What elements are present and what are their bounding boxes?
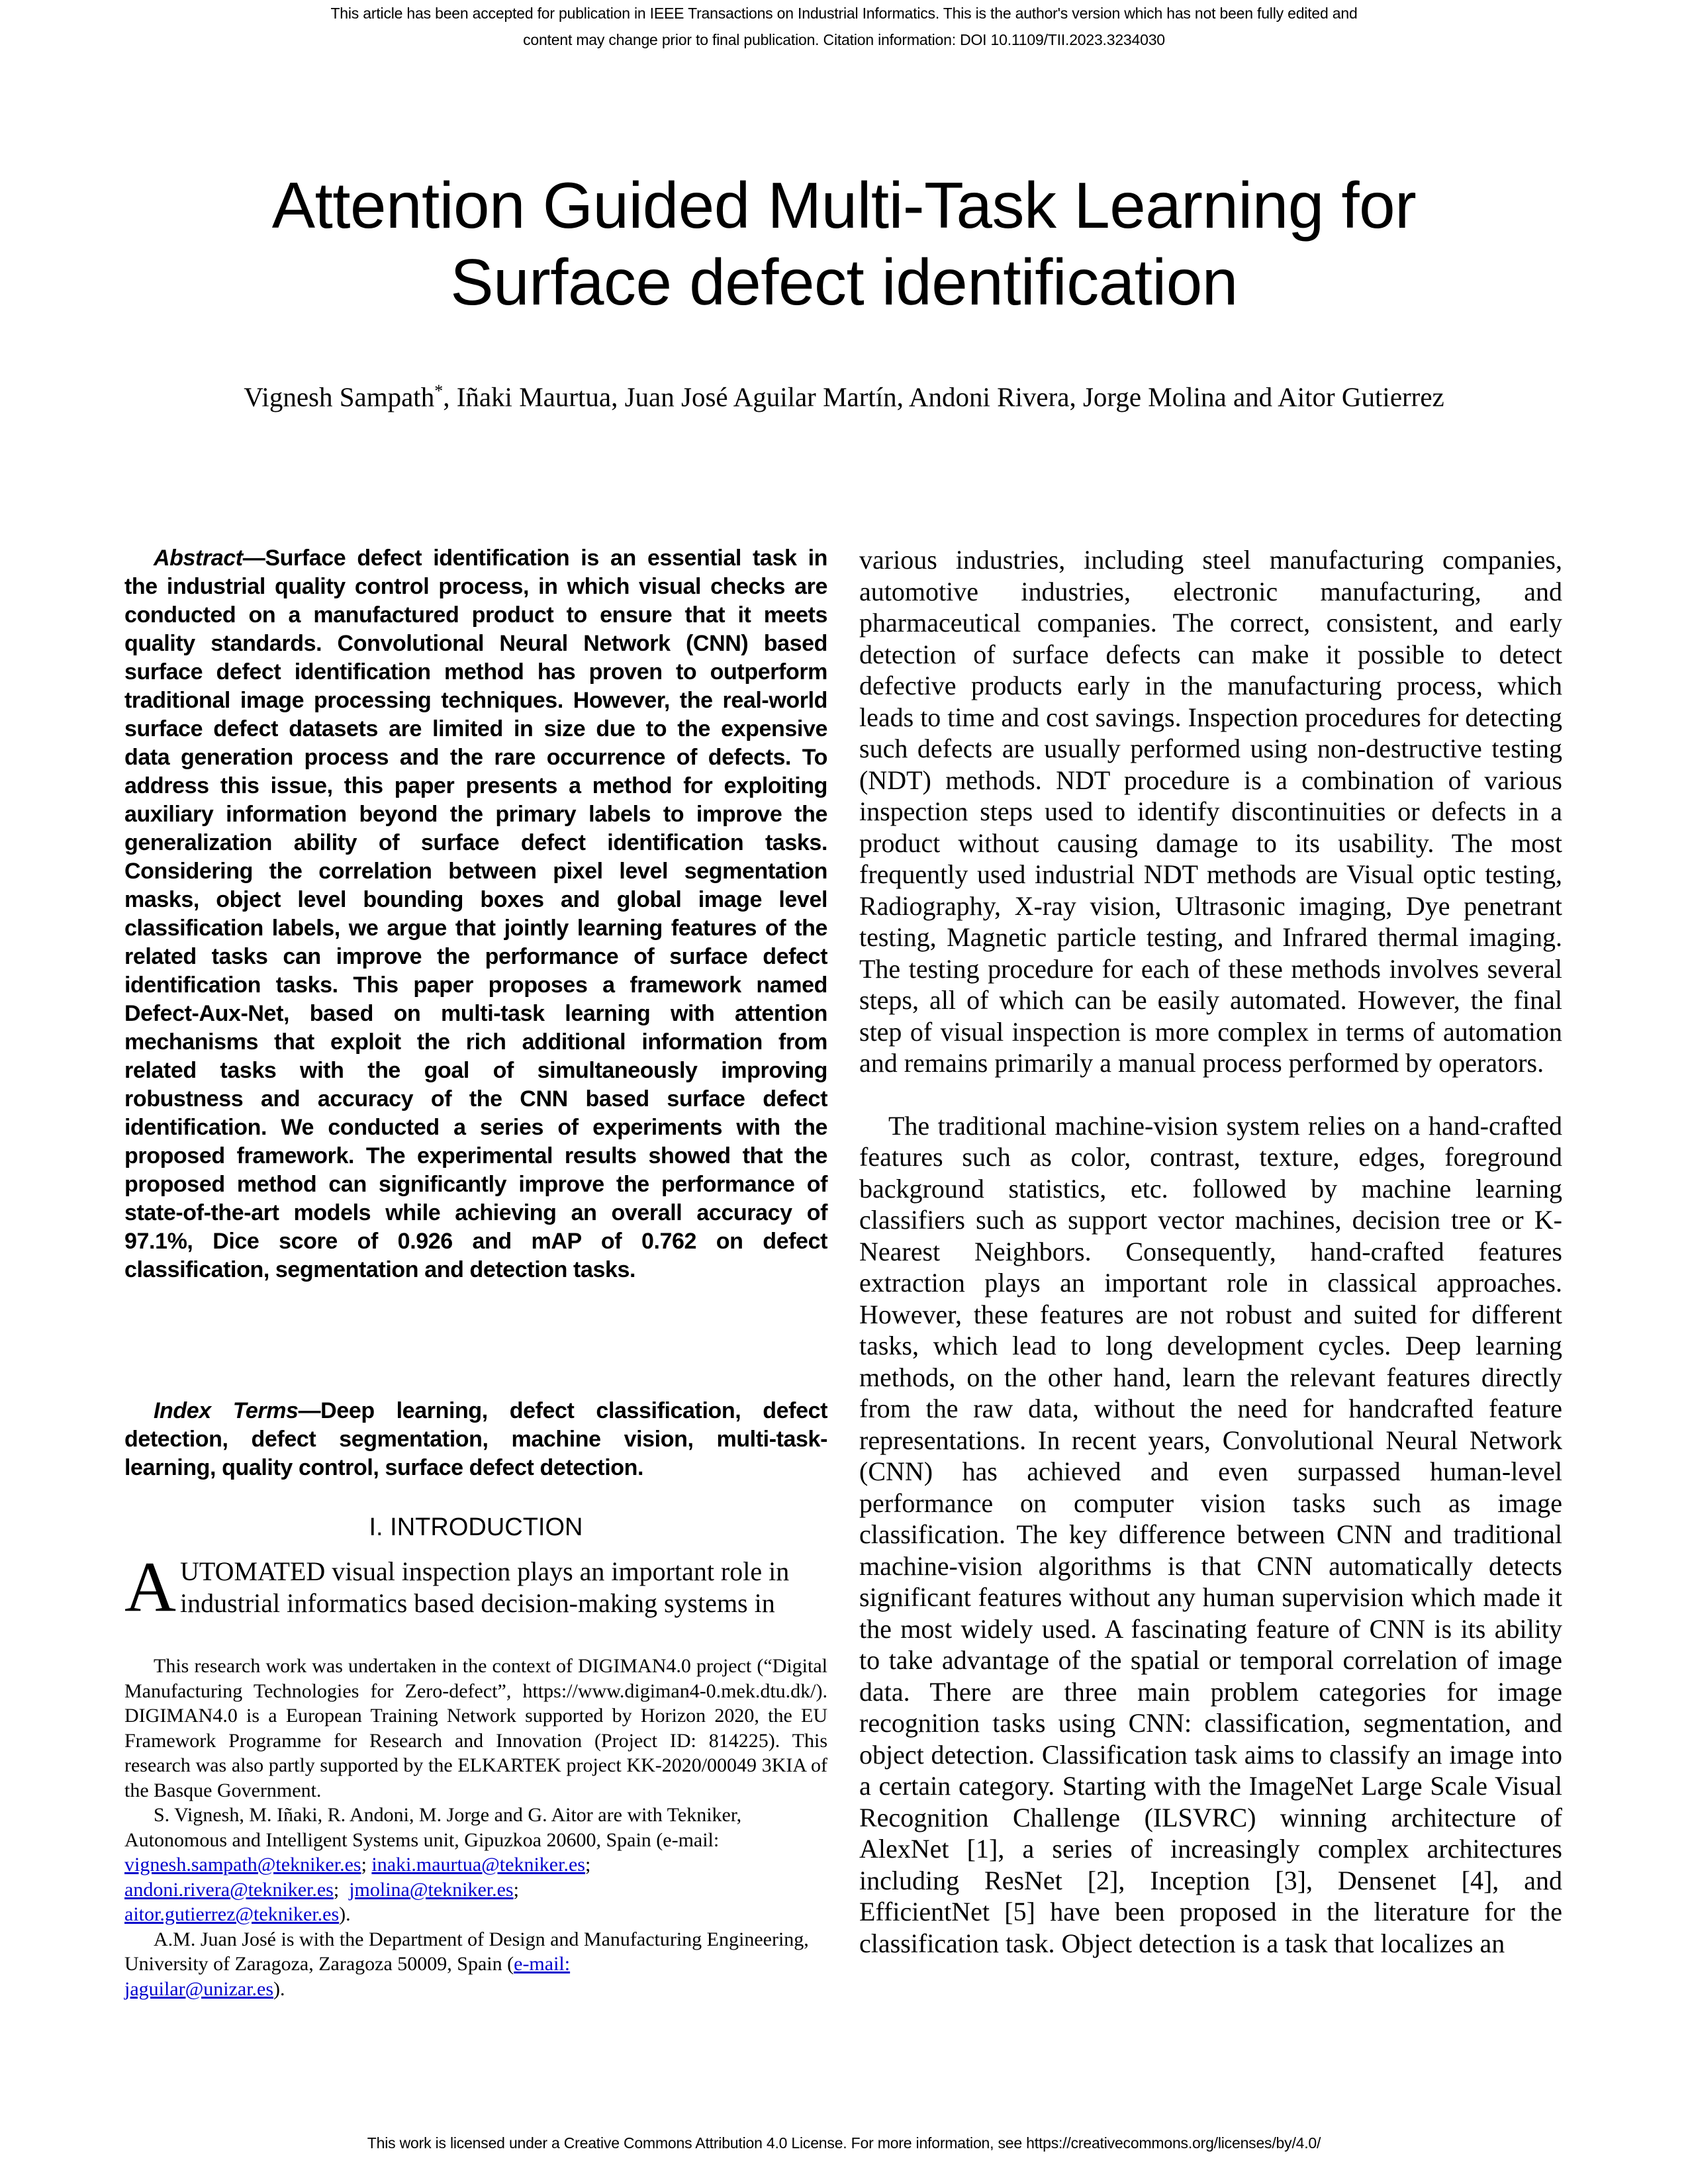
affiliation-note-1: S. Vignesh, M. Iñaki, R. Andoni, M. Jorge and G. Aitor are with Tekniker, Autonomous and Intelligent Systems unit, Gipuzkoa 20600, Spain (e-mail: vignesh.sampath@tekniker.es; inaki.maurtua@tekniker.es; andoni.rivera@tekniker.es; jmolina@tekniker.es; aitor.gutierrez@tekniker.es). <box>124 1804 742 1925</box>
abstract-text: Surface defect identification is an essential task in the industrial quality control process, in which visual checks are conducted on a manufactured product to ensure that it meets quality standards. Convolutional Neural Network (CNN) based surface defect identification method has proven to outperform traditional image processing techniques. However, the real-world surface defect datasets are limited in size due to the expensive data generation process and the rare occurrence of defects. To address this issue, this paper presents a method for exploiting auxiliary information beyond the primary labels to improve the generalization ability of surface defect identification tasks. Considering the correlation between pixel level segmentation masks, object level bounding boxes and global image level classification labels, we argue that jointly learning features of the related tasks can improve the performance of surface defect identification tasks. This paper proposes a framework named Defect-Aux-Net, based on multi-task learning with attention mechanisms that exploit the rich additional information from related tasks with the goal of simultaneously improving robustness and accuracy of the CNN based surface defect identification. We conducted a series of experiments with the proposed framework. The experimental results showed that the proposed method can significantly improve the performance of state-of-the-art models while achieving an overall accuracy of 97.1%, Dice score of 0.926 and mAP of 0.762 on defect classification, segmentation and detection tasks. <box>124 546 827 1282</box>
abstract-dash: — <box>242 546 265 571</box>
body-paragraph-2: The traditional machine-vision system relies on a hand-crafted features such as color, contrast, texture, edges, foreground background statistics, etc. followed by machine learning classifiers such as support vector machines, decision tree or K-Nearest Neighbors. Consequently, hand-crafted features extraction plays an important role in classical approaches. However, these features are not robust and suited for different tasks, which lead to long development cycles. Deep learning methods, on the other hand, learn the relevant features directly from the raw data, without the need for handcrafted feature representations. In recent years, Convolutional Neural Network (CNN) has achieved and even surpassed human-level performance on computer vision tasks such as image classification. The key difference between CNN and traditional machine-vision algorithms is that CNN automatically detects significant features without any human supervision which made it the most widely used. A fascinating feature of CNN is its ability to take advantage of the spatial or temporal correlation of image data. There are three main problem categories for image recognition tasks using CNN: classification, segmentation, and object detection. Classification task aims to classify an image into a certain category. Starting with the ImageNet Large Scale Visual Recognition Challenge (ILSVRC) winning architecture of AlexNet [1], a series of increasingly complex architectures including ResNet [2], Inception [3], Densenet [4], and EfficientNet [5] have been proposed in the literature for the classification task. Object detection is a task that localizes an <box>859 1110 1562 1958</box>
banner-line-1: This article has been accepted for publication in IEEE Transactions on Industrial Informatics. This is the author's version which has not been fully edited and <box>330 5 1358 22</box>
email-link-jaguilar[interactable]: jaguilar@unizar.es <box>124 1977 274 2000</box>
email-link-vignesh[interactable]: vignesh.sampath@tekniker.es <box>124 1854 361 1875</box>
affiliation-1-text: S. Vignesh, M. Iñaki, R. Andoni, M. Jorge and G. Aitor are with Tekniker, Autonomous and Intelligent Systems unit, Gipuzkoa 20600, Spain (e-mail: <box>124 1804 742 1851</box>
email-label-link[interactable]: e-mail: <box>514 1953 571 1975</box>
affiliation-2-text: A.M. Juan José is with the Department of Design and Manufacturing Engineering, University of Zaragoza, Zaragoza 50009, Spain ( <box>124 1928 809 1975</box>
index-terms <box>124 1397 827 1482</box>
index-terms-text: Deep learning, defect classification, defect detection, defect segmentation, machine vision, multi-task-learning, quality control, surface defect detection. <box>124 1398 828 1480</box>
index-terms-label: Index Terms <box>154 1398 299 1423</box>
title-line-2: Surface defect identification <box>450 246 1238 318</box>
email-link-inaki[interactable]: inaki.maurtua@tekniker.es <box>371 1854 585 1875</box>
index-terms-dash: — <box>298 1398 321 1423</box>
author-list <box>199 373 1489 415</box>
banner-line-2: content may change prior to final publication. Citation information: DOI 10.1109/TII.2023.3234030 <box>523 31 1165 48</box>
email-link-andoni[interactable]: andoni.rivera@tekniker.es <box>124 1878 334 1901</box>
corresponding-author-mark: * <box>434 381 444 401</box>
paper-title <box>0 167 1688 320</box>
section-heading-introduction: I. INTRODUCTION <box>369 1513 583 1541</box>
introduction-first-words: UTOMATED visual inspection plays an important role in industrial informatics based decision-making systems in <box>180 1556 790 1618</box>
other-authors: , Iñaki Maurtua, Juan José Aguilar Martín, Andoni Rivera, Jorge Molina and Aitor Gutierrez <box>443 381 1444 412</box>
right-column-body <box>859 544 1562 1959</box>
affiliation-note-2: A.M. Juan José is with the Department of Design and Manufacturing Engineering, University of Zaragoza, Zaragoza 50009, Spain (e-mail: jaguilar@unizar.es). <box>124 1928 809 2000</box>
email-link-aitor[interactable]: aitor.gutierrez@tekniker.es <box>124 1903 340 1925</box>
license-footer: This work is licensed under a Creative Commons Attribution 4.0 License. For more information, see https://creativecommons.org/licenses/by/4.0/ <box>367 2134 1321 2152</box>
introduction-opening <box>124 1548 827 1627</box>
abstract <box>124 544 827 1284</box>
publication-banner <box>0 0 1688 53</box>
title-line-1: Attention Guided Multi-Task Learning for <box>271 169 1417 242</box>
funding-note: This research work was undertaken in the context of DIGIMAN4.0 project (“Digital Manufacturing Technologies for Zero-defect”, https://www.digiman4-0.mek.dtu.dk/). DIGIMAN4.0 is a European Training Network supported by Horizon 2020, the EU Framework Programme for Research and Innovation (Project ID: 814225). This research was also partly supported by the ELKARTEK project KK-2020/00049 3KIA of the Basque Government. <box>124 1655 827 1801</box>
abstract-label: Abstract <box>154 546 243 571</box>
drop-cap: A <box>124 1548 176 1627</box>
body-paragraph-1: various industries, including steel manufacturing companies, automotive industries, electronic manufacturing, and pharmaceutical companies. The correct, consistent, and early detection of surface defects can make it possible to detect defective products early in the manufacturing process, which leads to time and cost savings. Inspection procedures for detecting such defects are usually performed using non-destructive testing (NDT) methods. NDT procedure is a combination of various inspection steps used to identify discontinuities or defects in a product without causing damage to its usability. The most frequently used industrial NDT methods are Visual optic testing, Radiography, X-ray vision, Ultrasonic imaging, Dye penetrant testing, Magnetic particle testing, and Infrared thermal imaging. The testing procedure for each of these methods involves several steps, all of which can be easily automated. However, the final step of visual inspection is more complex in terms of automation and remains primarily a manual process performed by operators. <box>859 545 1562 1078</box>
footnotes <box>124 1654 827 2001</box>
email-link-jmolina[interactable]: jmolina@tekniker.es <box>349 1878 514 1901</box>
first-author: Vignesh Sampath <box>244 381 435 412</box>
